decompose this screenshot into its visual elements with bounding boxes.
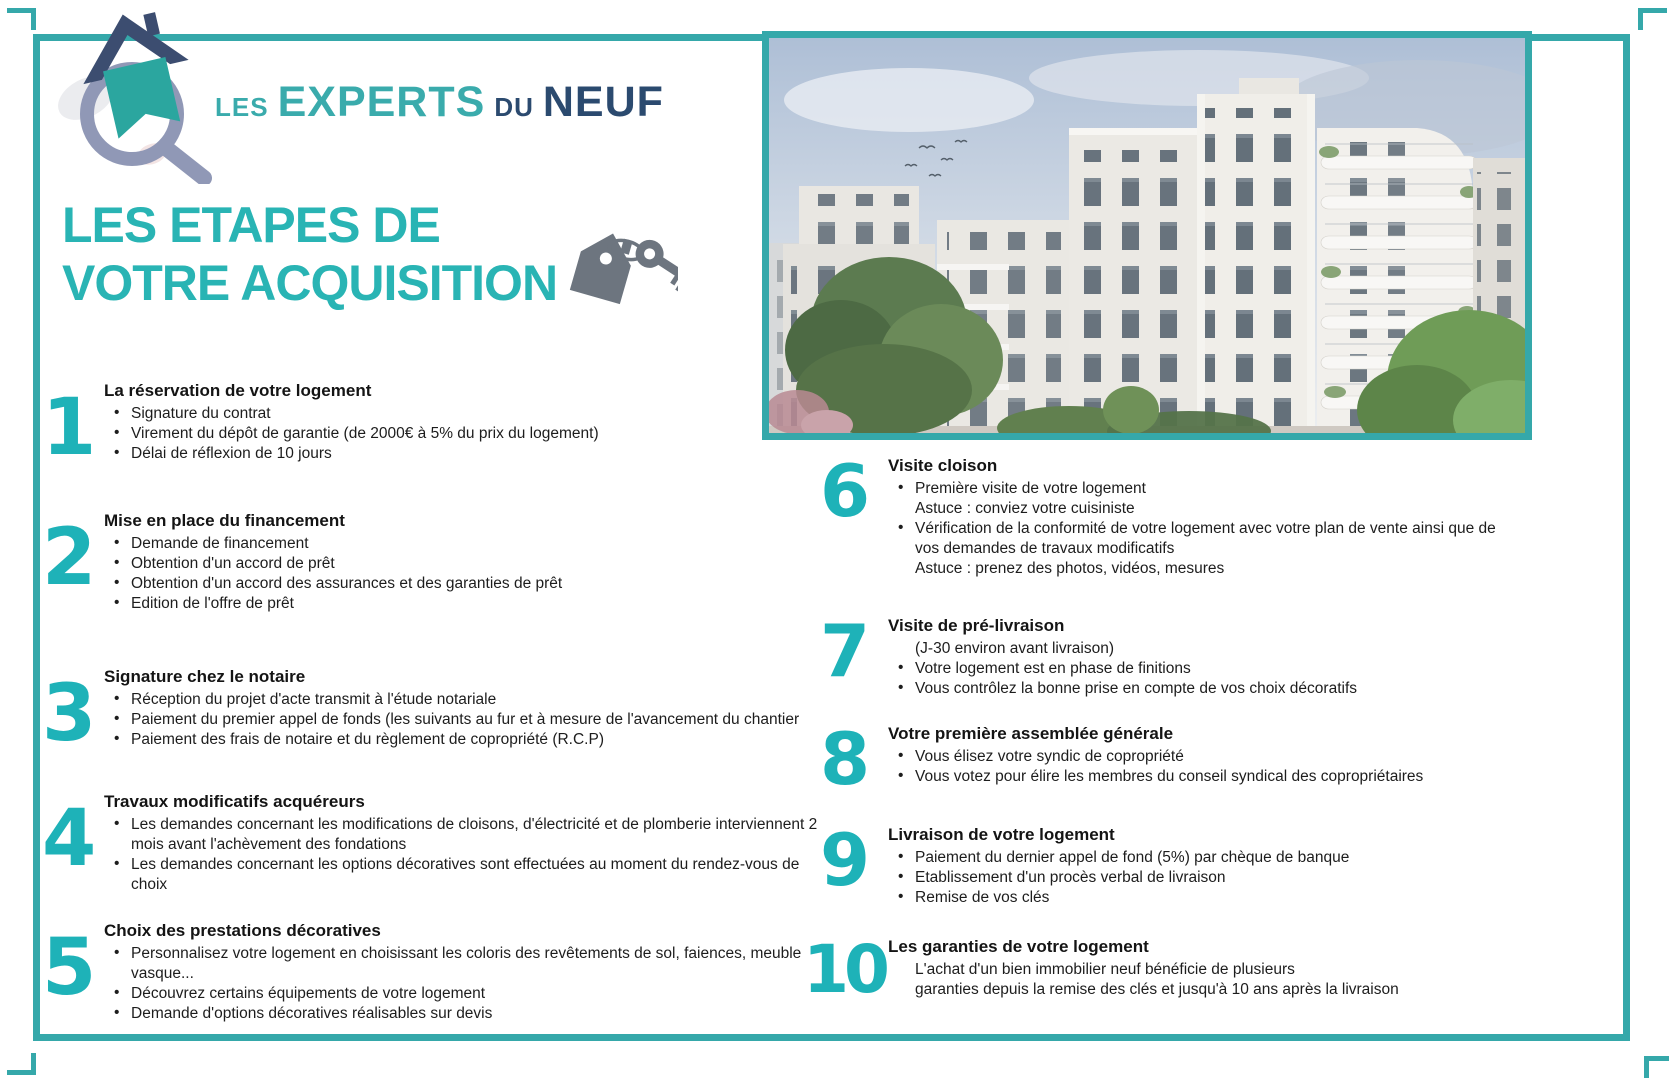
list-item: • Obtention d'un accord de prêt [114, 554, 827, 574]
list-item: • Vous élisez votre syndic de copropriété [898, 747, 1512, 767]
list-item-note: L'achat d'un bien immobilier neuf bénéficie de plusieurs [915, 961, 1295, 978]
step-7-title: Visite de pré-livraison [888, 616, 1065, 635]
step-4 [42, 792, 827, 895]
step-3-number: 3 [42, 669, 95, 759]
step-8 [800, 717, 1512, 801]
step-5 [42, 921, 827, 1024]
step-7 [800, 609, 1512, 699]
step-6-list [888, 479, 1512, 579]
house-keys-icon [560, 222, 678, 319]
step-4-list [104, 815, 827, 895]
list-item-tip: Astuce : conviez votre cuisiniste [915, 500, 1135, 517]
step-6-number: 6 [819, 449, 869, 533]
step-9-number: 9 [819, 818, 869, 902]
list-item: • Remise de vos clés [898, 888, 1512, 908]
list-item: • Edition de l'offre de prêt [114, 594, 827, 614]
step-3-title: Signature chez le notaire [104, 667, 306, 686]
list-item: • Virement du dépôt de garantie (de 2000€ à 5% du prix du logement) [114, 424, 827, 444]
list-item: • Les demandes concernant les options décoratives sont effectuées au moment du rendez-vous de choix [114, 855, 827, 895]
step-4-title: Travaux modificatifs acquéreurs [104, 792, 365, 811]
brand-du: DU [494, 92, 534, 122]
list-item: • Paiement du premier appel de fonds (les suivants au fur et à mesure de l'avancement du chantier [114, 710, 827, 730]
list-item: • Paiement du dernier appel de fond (5%) par chèque de banque [898, 848, 1512, 868]
brand-les: LES [215, 92, 269, 122]
list-item: • Obtention d'un accord des assurances et des garanties de prêt [114, 574, 827, 594]
step-9 [800, 818, 1512, 908]
list-item: • Demande d'options décoratives réalisables sur devis [114, 1004, 827, 1024]
corner-mark-top-right [1638, 8, 1667, 30]
step-2-number: 2 [42, 513, 95, 603]
step-5-title: Choix des prestations décoratives [104, 921, 381, 940]
list-item: • Signature du contrat [114, 404, 827, 424]
page-title-line2: VOTRE ACQUISITION [62, 255, 558, 311]
list-item: • Etablissement d'un procès verbal de livraison [898, 868, 1512, 888]
step-7-number: 7 [819, 609, 869, 693]
step-6 [800, 449, 1512, 579]
corner-mark-top-left [7, 8, 36, 30]
page-title-line1: LES ETAPES DE [62, 197, 440, 253]
list-item-note: (J-30 environ avant livraison) [915, 640, 1115, 657]
step-8-number: 8 [819, 717, 869, 801]
step-6-title: Visite cloison [888, 456, 998, 475]
list-item-note: garanties depuis la remise des clés et jusqu'à 10 ans après la livraison [915, 981, 1399, 998]
list-item: • Vérification de la conformité de votre logement avec votre plan de vente ainsi que de vos demandes de travaux modificatifs [898, 519, 1512, 559]
list-item: • Vous contrôlez la bonne prise en compte de vos choix décoratifs [898, 679, 1512, 699]
step-1-number: 1 [42, 383, 95, 473]
step-1-title: La réservation de votre logement [104, 381, 372, 400]
list-item: • Demande de financement [114, 534, 827, 554]
step-3 [42, 667, 827, 759]
step-2-list [104, 534, 827, 614]
step-10-list [888, 960, 1512, 1000]
step-1 [42, 381, 827, 473]
step-9-title: Livraison de votre logement [888, 825, 1115, 844]
step-3-list [104, 690, 827, 750]
list-item: • Première visite de votre logement [898, 479, 1512, 499]
list-item: • Personnalisez votre logement en choisissant les coloris des revêtements de sol, faiences, meuble vasque... [114, 944, 827, 984]
step-4-number: 4 [42, 794, 95, 884]
list-item: • Délai de réflexion de 10 jours [114, 444, 827, 464]
brand-wordmark [215, 78, 664, 127]
house-magnifier-icon [52, 2, 220, 189]
list-item: • Paiement des frais de notaire et du règlement de copropriété (R.C.P) [114, 730, 827, 750]
list-item: • Les demandes concernant les modifications de cloisons, d'électricité et de plomberie interviennent 2 mois avant l'achèvement des fondations [114, 815, 827, 855]
building-photo [762, 31, 1532, 440]
step-8-list [888, 747, 1512, 787]
corner-mark-bottom-left [7, 1053, 36, 1075]
step-7-list [888, 639, 1512, 699]
brand-neuf: NEUF [542, 78, 664, 126]
page-title [62, 196, 557, 312]
step-1-list [104, 404, 827, 464]
brand-experts: EXPERTS [277, 78, 486, 126]
step-2 [42, 511, 827, 614]
step-5-number: 5 [42, 923, 95, 1013]
list-item: • Vous votez pour élire les membres du conseil syndical des copropriétaires [898, 767, 1512, 787]
list-item: • Découvrez certains équipements de votre logement [114, 984, 827, 1004]
list-item-tip: Astuce : prenez des photos, vidéos, mesures [915, 560, 1225, 577]
step-9-list [888, 848, 1512, 908]
list-item: • Votre logement est en phase de finitions [898, 659, 1512, 679]
corner-mark-bottom-right [1644, 1056, 1669, 1078]
step-2-title: Mise en place du financement [104, 511, 345, 530]
step-10 [800, 931, 1512, 1008]
step-10-number: 10 [803, 931, 885, 1008]
step-5-list [104, 944, 827, 1024]
list-item: • Réception du projet d'acte transmit à l'étude notariale [114, 690, 827, 710]
step-8-title: Votre première assemblée générale [888, 724, 1174, 743]
building-illustration [769, 38, 1525, 433]
step-10-title: Les garanties de votre logement [888, 937, 1149, 956]
